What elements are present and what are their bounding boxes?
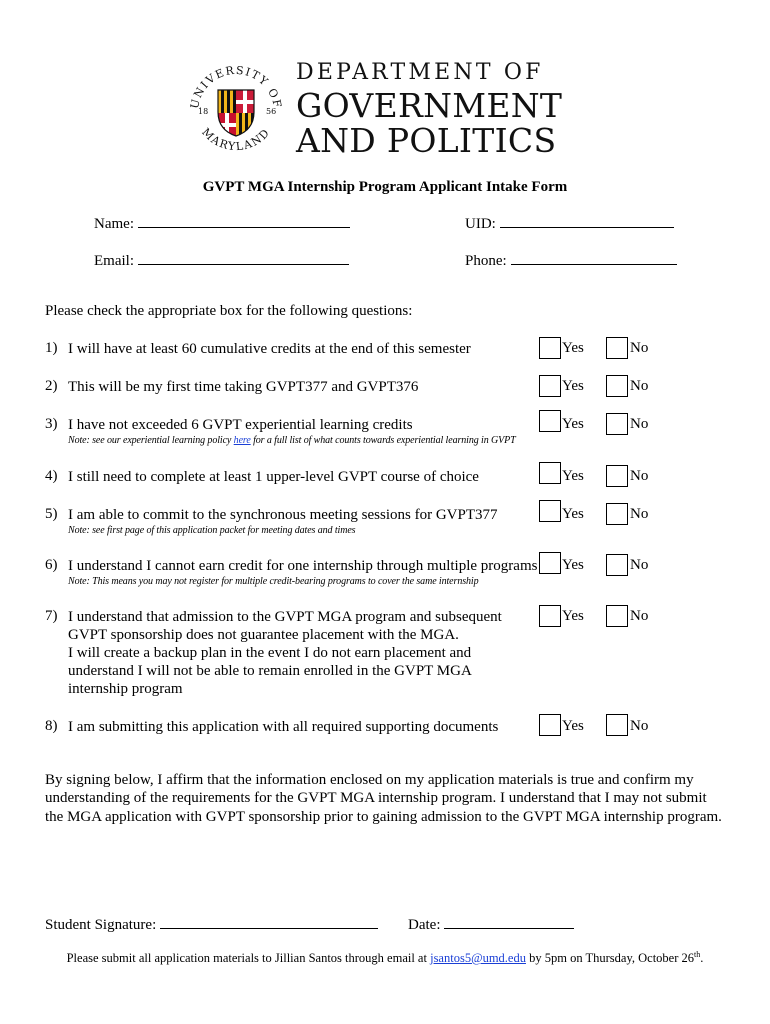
question-7-yes-checkbox[interactable] <box>539 605 561 627</box>
question-1-no-checkbox[interactable] <box>606 337 628 359</box>
svg-text:18: 18 <box>198 107 209 116</box>
signature-line[interactable] <box>160 914 378 929</box>
date-field[interactable] <box>408 914 574 934</box>
question-8-yes-checkbox[interactable] <box>539 714 561 736</box>
email-field[interactable] <box>94 250 349 270</box>
submission-instructions: Please submit all application materials to Jillian Santos through email at jsantos5@umd.edu by 5pm on Thursday, October 26th. <box>66 950 704 966</box>
question-5-no-checkbox[interactable] <box>606 503 628 525</box>
name-field[interactable] <box>94 213 350 233</box>
question-5-yes-checkbox[interactable] <box>539 500 561 522</box>
svg-text:UNIVERSITY OF: UNIVERSITY OF <box>187 63 284 110</box>
svg-text:MARYLAND: MARYLAND <box>199 125 273 154</box>
question-8-yes-label: Yes <box>562 718 584 734</box>
uid-field[interactable] <box>465 213 674 233</box>
experiential-policy-link[interactable]: here <box>233 435 251 446</box>
question-1-yes-label: Yes <box>562 340 584 356</box>
question-1-text: I will have at least 60 cumulative credits at the end of this semester <box>68 341 471 357</box>
question-1-yes-checkbox[interactable] <box>539 337 561 359</box>
question-7-yes-label: Yes <box>562 608 584 624</box>
email-label: Email: <box>94 253 134 269</box>
name-label: Name: <box>94 216 134 232</box>
email-line[interactable] <box>138 250 349 265</box>
dept-title-line2: GOVERNMENT <box>296 86 563 125</box>
phone-field[interactable] <box>465 250 677 270</box>
affirmation-paragraph: By signing below, I affirm that the information enclosed on my application materials is true and confirm my understanding of the requirements for the GVPT MGA internship program. I understand that I may not submit the MGA application with GVPT sponsorship prior to gaining admission to the GVPT MGA internship program. <box>45 772 722 825</box>
question-6-no-label: No <box>630 557 649 573</box>
dept-title-line3: AND POLITICS <box>296 121 557 160</box>
question-1-no-label: No <box>630 340 649 356</box>
question-3-note: Note: see our experiential learning policy here for a full list of what counts towards experiential learning in GVPT <box>68 435 516 446</box>
name-line[interactable] <box>138 213 350 228</box>
form-title: GVPT MGA Internship Program Applicant Intake Form <box>202 179 568 195</box>
question-8-text: I am submitting this application with all required supporting documents <box>68 719 499 735</box>
question-7-number: 7) <box>45 608 58 624</box>
question-4-no-checkbox[interactable] <box>606 465 628 487</box>
question-1-number: 1) <box>45 340 58 356</box>
question-3-no-checkbox[interactable] <box>606 413 628 435</box>
question-4-yes-label: Yes <box>562 468 584 484</box>
question-7-no-label: No <box>630 608 649 624</box>
question-6-number: 6) <box>45 557 58 573</box>
question-5-note: Note: see first page of this application packet for meeting dates and times <box>68 525 356 536</box>
uid-label: UID: <box>465 216 496 232</box>
maryland-flag-shield <box>218 90 254 137</box>
date-line[interactable] <box>444 914 574 929</box>
question-2-number: 2) <box>45 378 58 394</box>
phone-label: Phone: <box>465 253 507 269</box>
signature-field[interactable] <box>45 914 378 934</box>
question-5-number: 5) <box>45 506 58 522</box>
question-2-yes-label: Yes <box>562 378 584 394</box>
question-8-no-checkbox[interactable] <box>606 714 628 736</box>
question-7-text: I understand that admission to the GVPT MGA program and subsequent GVPT sponsorship does not guarantee placement with the MGA. I will create a backup plan in the event I do not earn placement and understand I will not be able to remain enrolled in the GVPT MGA internship program <box>68 609 502 697</box>
question-6-note: Note: This means you may not register for multiple credit-bearing programs to cover the same internship <box>68 576 479 587</box>
dept-title-line1: DEPARTMENT OF <box>296 60 544 85</box>
phone-line[interactable] <box>511 250 677 265</box>
question-2-text: This will be my first time taking GVPT377 and GVPT376 <box>68 379 419 395</box>
question-2-no-checkbox[interactable] <box>606 375 628 397</box>
question-4-no-label: No <box>630 468 649 484</box>
question-5-no-label: No <box>630 506 649 522</box>
uid-line[interactable] <box>500 213 674 228</box>
question-2-yes-checkbox[interactable] <box>539 375 561 397</box>
question-3-number: 3) <box>45 416 58 432</box>
question-8-number: 8) <box>45 718 58 734</box>
university-seal-logo <box>184 56 288 160</box>
question-3-yes-checkbox[interactable] <box>539 410 561 432</box>
question-3-text: I have not exceeded 6 GVPT experiential learning credits <box>68 417 413 433</box>
question-4-text: I still need to complete at least 1 upper-level GVPT course of choice <box>68 469 479 485</box>
instructions: Please check the appropriate box for the following questions: <box>45 303 413 319</box>
signature-label: Student Signature: <box>45 917 157 933</box>
question-6-yes-checkbox[interactable] <box>539 552 561 574</box>
question-8-no-label: No <box>630 718 649 734</box>
question-5-text: I am able to commit to the synchronous meeting sessions for GVPT377 <box>68 507 498 523</box>
question-6-no-checkbox[interactable] <box>606 554 628 576</box>
question-7-no-checkbox[interactable] <box>606 605 628 627</box>
date-label: Date: <box>408 917 441 933</box>
svg-text:56: 56 <box>266 107 277 116</box>
question-2-no-label: No <box>630 378 649 394</box>
question-6-yes-label: Yes <box>562 557 584 573</box>
question-3-yes-label: Yes <box>562 416 584 432</box>
question-4-number: 4) <box>45 468 58 484</box>
question-6-text: I understand I cannot earn credit for one internship through multiple programs <box>68 558 538 574</box>
question-5-yes-label: Yes <box>562 506 584 522</box>
question-4-yes-checkbox[interactable] <box>539 462 561 484</box>
email-link[interactable]: jsantos5@umd.edu <box>430 951 526 966</box>
question-3-no-label: No <box>630 416 649 432</box>
